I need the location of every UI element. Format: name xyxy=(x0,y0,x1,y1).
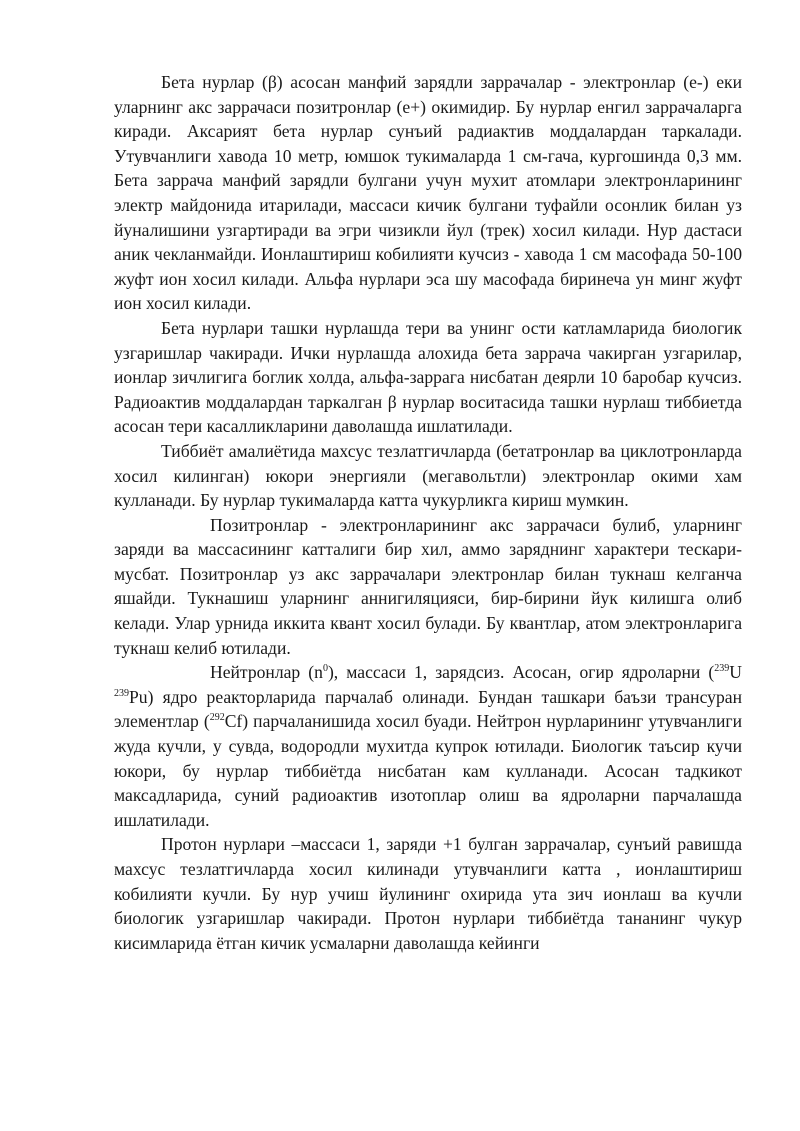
plutonium-mass-superscript: 239 xyxy=(114,687,129,699)
document-page xyxy=(114,70,742,955)
californium-mass-superscript: 292 xyxy=(209,712,225,724)
neutron-text-a: Нейтронлар (n xyxy=(210,662,323,683)
paragraph-positrons: Позитронлар - электронларининг акс заррачаси булиб, уларнинг заряди ва массасининг катталиги бир хил, аммо заряднинг характери тескари- мусбат. Позитронлар уз акс заррачалари электронлар билан тукнаш келганча яшайди. Тукнашиш уларнинг аннигиляцияси, бир-бирини йук килишга олиб келади. Улар урнида иккита квант хосил булади. Бу квантлар, атом электронларига тукнаш келиб ютилади. xyxy=(114,514,742,658)
paragraph-protons: Протон нурлари –массаси 1, заряди +1 булган заррачалар, сунъий равишда махсус тезлатгичларда хосил килинади утувчанлиги катта , ионлаштириш кобилияти кучли. Бу нур учиш йулининг охирида ута зич ионлаш ва кучли биологик узгаришлар чакиради. Протон нурлари тиббиётда тананинг чукур кисимларида ётган кичик усмаларни даволашда кейинги xyxy=(114,834,742,953)
uranium-symbol: U xyxy=(729,662,742,683)
paragraph-beta-rays: Бета нурлар (β) асосан манфий зарядли заррачалар - электронлар (е-) еки уларнинг акс заррачаси позитронлар (е+) окимидир. Бу нурлар енгил заррачаларга киради. Аксарият бета нурлар сунъий радиактив моддалардан таркалади. Утувчанлиги хавода 10 метр, юмшок тукималарда 1 см-гача, кургошинда 0,3 мм. Бета заррача манфий зарядли булгани учун мухит атомлари электронларининг электр майдонида итарилади, массаси кичик булгани туфайли осонлик билан уз йуналишини узгартиради ва эгри чизикли йул (трек) хосил килади. Нур дастаси аник чекланмайди. Ионлаштириш кобилияти кучсиз - хавода 1 см масофада 50-100 жуфт ион хосил килади. Альфа нурлари эса шу масофада биринеча ун минг жуфт ион хосил килади. xyxy=(114,72,742,314)
paragraph-beta-effects: Бета нурлари ташки нурлашда тери ва унинг ости катламларида биологик узгаришлар чакиради. Ички нурлашда алохида бета заррача чакирган узгарилар, ионлар зичлигига боглик холда, альфа-заррага нисбатан деярли 10 баробар кучсиз. Радиоактив моддалардан таркалган β нурлар воситасида ташки нурлаш тиббиетда асосан тери касалликларини даволашда ишлатилади. xyxy=(114,317,742,437)
paragraph-medical-electrons: Тиббиёт амалиётида махсус тезлатгичларда (бетатронлар ва циклотронларда хосил килинган) юкори энергияли (мегавольтли) электронлар окими хам кулланади. Бу нурлар тукималарда катта чукурликга кириш мумкин. xyxy=(114,440,742,511)
neutron-charge-superscript: 0 xyxy=(322,663,328,675)
neutron-text-c: Pu) ядро реакторларида парчалаб олинади. Бундан ташкари баъзи трансуран элементлар ( xyxy=(114,686,742,732)
neutron-text-b: ), массаси 1, зарядсиз. Асосан, огир ядроларни ( xyxy=(327,662,715,683)
paragraph-neutrons xyxy=(114,660,742,832)
neutron-text-d: Cf) парчаланишида хосил буади. Нейтрон нурларининг утувчанлиги жуда кучли, у сувда, водородли мухитда купрок ютилади. Биологик таъсир кучи юкори, бу нурлар тиббиётда нисбатан кам кулланади. Асосан тадкикот максадларида, суний радиоактив изотоплар олиш ва ядроларни парчалашда ишлатилади. xyxy=(114,711,742,830)
uranium-mass-superscript: 239 xyxy=(714,663,730,675)
